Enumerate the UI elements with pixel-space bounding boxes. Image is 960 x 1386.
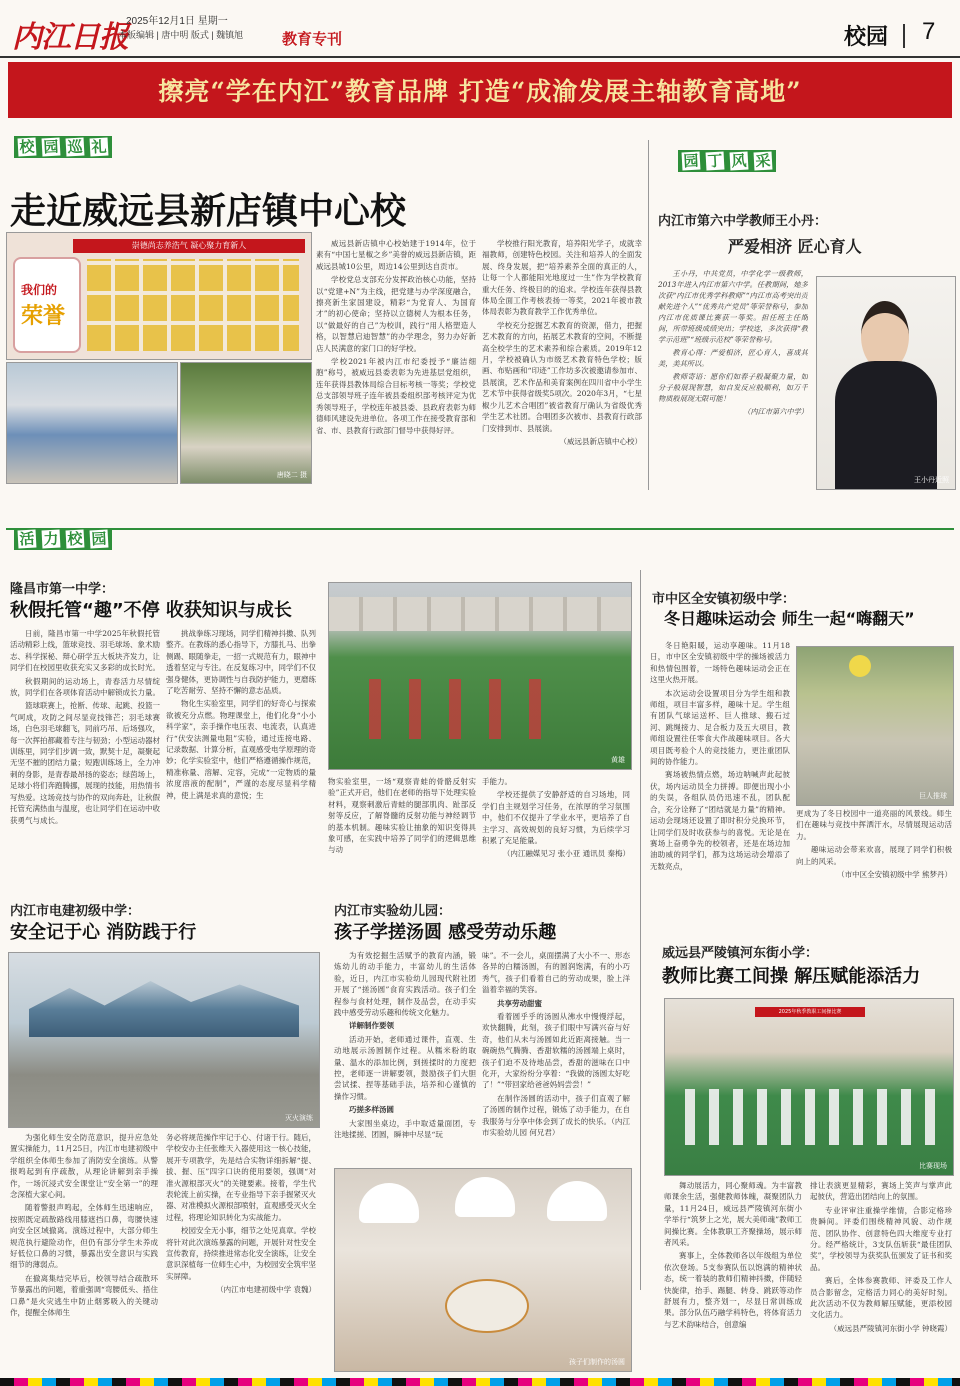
tag-char: 采 — [755, 151, 771, 171]
sports-meet-photo — [796, 646, 954, 806]
section-divider — [903, 24, 905, 48]
yanling-col2 — [810, 1180, 952, 1370]
child-hat-3 — [547, 1181, 607, 1221]
longchang-col2 — [166, 628, 316, 890]
gardener-bio — [658, 268, 808, 490]
paragraph: 物化生实验室里，同学们的好奇心与探索欲被充分点燃。物理课堂上，他们化身“小小科学家”，亲手操作电压表、电流表，认真进行“伏安法测量电阻”实验，通过连接电路、记录数据、计算分析，直观感受电学原理的奇妙；化学实验室中，他们严格遵循操作规范，精准称量、溶解、定容，完成“一定物质的量浓度溶液的配制”，严谨的态度尽显科学精神，使上满是求真的意悦；生 — [166, 699, 316, 800]
paragraph: 排让表演更显精彩，赛场上笑声与掌声此起彼伏，营造出团结向上的氛围。 — [810, 1181, 952, 1202]
photo-banner: 2025年秋季教职工间操比赛 — [755, 1007, 865, 1017]
yanling-kicker: 威远县严陵镇河东街小学： — [662, 946, 819, 961]
byline: （市中区全安镇初级中学 熊梦丹） — [837, 870, 952, 880]
honor-plaques-rows — [87, 259, 299, 351]
tag-char: 风 — [731, 151, 747, 171]
tangyuan-photo-caption: 孩子们制作的汤圆 — [569, 1358, 625, 1366]
subhead: 共享劳动甜蜜 — [497, 998, 542, 1008]
campus-tour-title: 走近威远县新店镇中心校 — [10, 191, 407, 232]
subhead: 详解制作要领 — [349, 1021, 394, 1031]
registration-marks — [0, 1378, 960, 1386]
teacher-portrait — [816, 276, 956, 490]
honor-board-sign: 荣誉 — [21, 304, 66, 329]
dianjian-col1 — [10, 1132, 158, 1336]
byline: （威远县严陵镇河东街小学 钟晓霞） — [829, 1323, 952, 1333]
special-label: 教育专刊 — [282, 30, 343, 48]
paragraph: 活动开始，老师通过课件，直观、生动地展示汤圆制作过程。从糯米粉的取量、温水的添加比例，到搓揉时的力度把控，老师逐一讲解要领，鼓励孩子们大胆尝试揉、捏等基础手法，培养和心谨慎的操作习惯。 — [334, 1034, 476, 1101]
section-name: 校园 — [844, 25, 889, 50]
paragraph: 挑战拳练习现场，同学们精神抖擞、队列整齐。在教练的悉心指导下，方膝扎马、出拳侧踢、眼随拳走，一招一式规范有力，眼神中透着坚定与专注。在反复练习中，同学们不仅强身健体，更协调性与自我防护能力，更磨练了吃苦耐劳、坚持不懈的意志品质。 — [166, 629, 316, 696]
paragraph: 篮球联赛上，抢断、传球、起跳、投篮一气呵成，攻防之间尽显竞技锋芒；羽毛球赛场，白色羽毛球翻飞，同前巧吊、后场强攻，每一次挥拍都藏着专注与韧劲；小型运动器材训练里，同学们步调一致，默契十足，凝聚起无坚不摧的团结力量；短跑训练场上，全力冲刺的身影，是青春最昂扬的姿态；绿茵场上，足球小将们奔跑腾挪，展现的技能，用热情书写热爱。这场竞技与协作的双向奔赴，让秋假托管充满热血与温度，也让同学们在运动中收获勇气与成长。 — [10, 701, 160, 825]
paragraph: 大家围坐桌边，手中取适量面团，专注地揉搓、团圆，瞬神中尽显“玩 — [334, 1118, 476, 1140]
zhongqu-col2 — [796, 808, 952, 918]
logo: 内江日报 — [12, 20, 128, 55]
fire-photo-caption: 灭火演练 — [285, 1114, 313, 1122]
campus-photo-caption: 唐晓二 摄 — [276, 471, 307, 479]
masthead — [0, 0, 960, 58]
section-tag-campus-tour — [14, 136, 112, 158]
gardener-title: 严爱相济 匠心育人 — [728, 237, 862, 256]
honor-slogan: 崇德尚志养浩气 凝心聚力育新人 — [73, 239, 305, 253]
longchang-col3 — [328, 776, 476, 892]
tag-char: 活 — [19, 529, 35, 549]
paragraph: 味”。不一会儿，桌面摆满了大小不一、形态各异的白糯汤圆，有的圆润饱满，有的小巧秀气，孩子们看着自己的劳动成果，脸上洋溢着幸福的笑容。 — [482, 951, 630, 995]
students-red — [369, 679, 569, 739]
gardener-kicker: 内江市第六中学教师王小丹： — [658, 214, 828, 229]
paragraph: 秋假期间的运动场上，青春活力尽情绽放，同学们在各项体育活动中解锁成长力量。 — [10, 676, 160, 698]
tag-char: 园 — [683, 151, 699, 171]
paragraph: 赛场被热情点燃，场边呐喊声此起彼伏，场内运动员全力拼搏。即便出现小小的失误，各组队员仍迅速不乱，团队配合，充分诠释了“团结就是力量”的精神。运动会现场还设置了即时积分兑换环节，让同学们及时收获参与的喜悦。无论是在赛场上奋勇争先的校领者，还是在场边加油助威的同学们，都为这场运动会增添了无数亮点， — [650, 770, 790, 871]
campus-tour-col1 — [316, 238, 476, 488]
exercise-contest-photo — [664, 998, 954, 1176]
zhongqu-title: 冬日趣味运动会 师生一起“嗨翻天” — [664, 609, 915, 628]
campus-photo-students — [6, 362, 178, 484]
tag-char: 校 — [19, 137, 35, 157]
campus-tour-col2 — [482, 238, 642, 488]
paragraph: 为强化师生安全防范意识，提升应急处置实操能力，11月25日，内江市电建初级中学组织全体师生参加了消防安全演练。从警报鸣起到有序疏散，从理论讲解到亲手操作，一场沉浸式安全课堂让“安全第一”的理念深植大家心间。 — [10, 1133, 158, 1200]
byline: （内江市电建初级中学 袁魏） — [216, 1285, 316, 1295]
masthead-date: 2025年12月1日 星期一 — [126, 16, 228, 27]
mural — [29, 967, 299, 1037]
zhongqu-kicker: 市中区全安镇初级中学： — [652, 592, 796, 607]
paragraph: 校园安全无小事，细节之处见真章。学校将针对此次演练暴露的问题，开展针对性安全宣传教育，持续推进常态化安全演练，让安全意识深植每一位师生心中，为校园安全筑牢坚实屏障。 — [166, 1226, 316, 1281]
rope-photo-caption: 黄雄 — [611, 756, 625, 764]
dianjian-col2 — [166, 1132, 316, 1336]
tag-char: 园 — [43, 137, 59, 157]
paragraph: 看着圆乎乎的汤圆从沸水中慢慢浮起，欢快翻腾，此刻，孩子们眼中写满兴奋与好奇，他们从未与汤圆如此近距离接触。当一碗碗热气腾腾、香甜软糯的汤圆端上桌时，孩子们迫不及待地品尝，香甜的滋味在口中化开，大家纷纷分享着：“我做的汤圆太好吃了！”“带回家给爸爸妈妈尝尝！” — [482, 1012, 630, 1090]
honor-board-label: 我们的 — [21, 283, 58, 297]
byline: （内江市第六中学） — [743, 407, 808, 416]
paragraph: 学校2021年被内江市纪委授予“廉洁细胞”称号，被威远县委表彰为先进基层党组织，连年获得县教体局综合目标考核一等奖；学校党总支部领导班子连年被县委组织部考核评定为优秀领导班子，学校连年被县委、县政府表彰为师德师风建设先进单位。各项工作在接受教育部和省、市、县教育行政部门督导中获得好评。 — [316, 357, 476, 435]
tag-char: 校 — [67, 529, 83, 549]
paragraph: 在制作汤圆的活动中，孩子们直观了解了汤圆的制作过程，锻炼了动手能力，在自我服务与分享中体会到了成长的快乐。（内江市实验幼儿园 何兄君） — [482, 1093, 630, 1138]
yanling-col1 — [664, 1180, 802, 1370]
masthead-editors: 本版编辑 | 唐中明 版式 | 魏镇旭 — [118, 30, 244, 40]
kindergarten-title: 孩子学搓汤圆 感受劳动乐趣 — [334, 922, 557, 943]
byline: （威远县新店镇中心校） — [559, 436, 642, 446]
paragraph: 更成为了冬日校园中一道亮丽的风景线。师生们在趣味与竞技中挥洒汗水，尽情展现运动活力。 — [796, 809, 952, 841]
tag-char: 丁 — [707, 151, 723, 171]
paragraph: 为有效挖掘生活赋予的教育内涵，锻炼幼儿的动手能力，丰富幼儿的生活体验，近日，内江市实验幼儿园现代附社团开展了“搓汤圆”食育实践活动。孩子们全程参与食材处理，制作及品尝，在动手实践中感受劳动乐趣和传统文化魅力。 — [334, 951, 476, 1018]
paragraph: 学校还提供了安静舒适的自习场地，同学们自主规划学习任务，在浓厚的学习氛围中，他们不仅提升了学业水平，更培养了自主学习、高效规划的良好习惯，为后续学习积累了充足能量。 — [482, 790, 630, 846]
paragraph: 赛事上，全体教师各以年级组为单位依次登场。5支参赛队伍以饱满的精神状态，统一着装的教师们精神抖擞，伴随轻快旋律，抬手、踢腿、转身、跳跃等动作舒展有力，整齐划一，尽显日常训练成果。部分队伍巧融学科特色，将体育活力与艺术韵味结合，创意编 — [664, 1251, 802, 1329]
paragraph: 学校充分挖掘艺术教育的资源，借力，把握艺术教育的方向，拓展艺术教育的空间，不断提高全校学生的艺术素养和综合素质。2019年12月，学校被确认为市级艺术教育特色学校；版画、布贴画和“印迹”工作坊多次被邀请参加市、县展演，艺术作品和美育案例在四川省中小学生艺术节中获得省级奖5项次。2020年3月，“七星椒少儿艺术合唱团”被省教育厅确认为省级优秀学生艺术社团。合唱团多次被市、县教育行政部门安排到市、县展演。 — [482, 320, 642, 433]
section-tag-gardener — [678, 150, 776, 172]
paragraph: 专业评审注重操学维情，合影定格珍贵瞬间。评委们围绕精神风貌、动作规范、团队协作、创意特色四大维度专业打分。经严格统计，3支队伍斩获“最佳团队奖”，学校领导为获奖队伍颁发了证书和奖品。 — [810, 1205, 952, 1272]
byline: （内江融媒见习 张小亚 通讯员 秦梅） — [502, 849, 630, 859]
tag-char: 礼 — [91, 137, 107, 157]
buildings — [329, 597, 631, 631]
paragraph: 在撤离集结完毕后，校领导结合疏散环节暴露出的问题，着重强调“弯腰低头、捂住口鼻”是火灾逃生中防止烟雾吸入的关键动作，提醒全体师生 — [10, 1273, 158, 1318]
portrait-body — [835, 361, 937, 489]
paragraph: 物实验室里，一场“观察青蛙的骨骼反射实验”正式开启，他们在老师的指导下处理实验材料，观察刺激后青蛙的腿部肌肉、趾部反射等反应，了解脊髓的反射功能与神经调节的基本机制。趣味实验让抽象的知识变得具象可感，在实践中培养了同学们的逻辑思维与动 — [328, 777, 476, 855]
paragraph: 随着警报声鸣起，全体师生迅速响应，按照既定疏散路线用膝遮挡口鼻，弯腰快速向安全区域撤离。演练过程中，大部分师生规范执行避险动作，但仍有部分学生未养成好低位口鼻的习惯，暴露出安全意识与实践细节的薄弱点。 — [10, 1203, 158, 1270]
kindergarten-col1 — [334, 950, 476, 1162]
banner-headline: 擦亮“学在内江”教育品牌 打造“成渝发展主轴教育高地” — [158, 77, 802, 106]
column-rule — [640, 570, 641, 1290]
dianjian-title: 安全记于心 消防践于行 — [10, 922, 197, 943]
exercise-photo-caption: 比赛现场 — [919, 1162, 947, 1170]
rope-skipping-photo — [328, 582, 632, 770]
child-hat-1 — [359, 1183, 419, 1223]
tag-char: 力 — [43, 529, 59, 549]
tag-char: 园 — [91, 529, 107, 549]
column-rule — [648, 140, 649, 490]
honor-board-photo — [6, 232, 312, 360]
zhongqu-col1 — [650, 640, 790, 920]
banner — [8, 62, 952, 118]
yellow-balloon — [849, 655, 871, 677]
kindergarten-col2 — [482, 950, 630, 1162]
paragraph: 冬日艳阳暖，运动享趣味。11月18日，市中区全安镇初级中学的操场被活力和热情包围着，一场特色趣味运动会正在这里火热开展。 — [650, 641, 790, 685]
teachers-row — [685, 1089, 935, 1145]
fire-drill-photo — [8, 952, 320, 1128]
paragraph: 教育心得：严爱相济，匠心育人，喜成其美，美其所以。 — [658, 348, 808, 368]
paragraph: 手能力。 — [482, 777, 512, 786]
paragraph: 日前，隆昌市第一中学2025年秋假托管活动精彩上线，篮球竞技、羽毛球场、象术励志、科学探秘、辩心研学五大板块齐发力，让同学们在校园里收获充实又多彩的成长时光。 — [10, 629, 160, 673]
paragraph: 王小丹，中共党员，中学化学一级教师，2013年进入内江市第六中学。任教期间，她多次获“内江市优秀学科教师”“内江市高考突出贡献先进个人”“优秀共产党员”等荣誉称号，参加内江市优质课比赛获一等奖。担任班主任期间，所带班级成绩突出；学校连，多次获得“教学示范班”“班级示范校”等荣誉称号。 — [658, 269, 808, 344]
longchang-title: 秋假托管“趣”不停 收获知识与成长 — [10, 600, 292, 621]
subhead: 巧搓多样汤圆 — [349, 1105, 394, 1115]
portrait-caption: 王小丹近照 — [914, 476, 949, 484]
campus-photo-garden — [180, 362, 312, 484]
longchang-col4 — [482, 776, 630, 892]
paragraph: 本次运动会设置项目分为学生组和教师组，项目丰富多样，趣味十足。学生组有团队气球运送杯、巨人推球、搬石过河、跳绳接力、足合板力及五大项目，教师组设置往任零食大作战趣味项目。各大项目既考验个人的竞技能力，更注重团队间的协作能力。 — [650, 688, 790, 767]
yanling-title: 教师比赛工间操 解压赋能添活力 — [662, 966, 921, 987]
longchang-kicker: 隆昌市第一中学： — [10, 582, 115, 597]
dianjian-kicker: 内江市电建初级中学： — [10, 904, 141, 919]
paragraph: 赛后，全体参赛教师、评委及工作人员合影留念，定格活力同心的美好时刻。此次活动不仅为教师解压赋能，更添校园文化活力。 — [810, 1276, 952, 1320]
child-hat-2 — [455, 1177, 515, 1217]
paragraph: 趣味运动会带来欢喜，展现了同学们积极向上的风采。 — [796, 845, 952, 866]
paragraph: 威远县新店镇中心校始建于1914年，位于素有“中国七星椒之乡”美誉的威远县新店镇，距威远县城10公里，周边14公里到达自贡市。 — [316, 239, 476, 271]
sports-photo-caption: 巨人推球 — [919, 792, 947, 800]
paragraph: 务必将规范操作牢记于心、付诸于行。随后，学校安办主任张维天入器使用这一核心技能，展开专项教学，先是结合实物详细拆解“提、拔、握、压”四字口诀的使用要领，强调“对准火源根部灭火”的关键要素。接着，学生代表轮流上前实操，在专业指导下亲手握紧灭火器、对准模拟火源根部喷射，直观感受灭火全过程，将理论知识转化为实战能力。 — [166, 1133, 316, 1222]
paragraph: 学校党总支部充分发挥政治核心功能，坚持以“党建+N”为主线，把党建与办学深度融合，擦亮新生家国建设，精彩“为党育人、为国育才”的初心使命；坚持以立德树人为根本任务，以“做最好的自己”为校训，践行“用人格塑造人格，以智慧启迪智慧”的办学理念，努力办好新店人民满意的家门口的好学校。 — [316, 275, 476, 353]
kindergarten-kicker: 内江市实验幼儿园： — [334, 904, 452, 919]
paragraph: 教师寄语：愿你们如春子般凝聚力量，如分子般展现智慧，如自发反应般顺利，如万千物质般展现无限可能！ — [658, 372, 808, 403]
page-number: 7 — [922, 18, 936, 45]
section-line — [6, 528, 954, 530]
section-tag-lively — [14, 528, 112, 550]
tag-char: 巡 — [67, 137, 83, 157]
paragraph: 学校推行阳光教育，培养阳光学子，成就幸福教师，创建特色校园。关注和培养人的全面发展、终身发展，把“培养素养全面的真正的人，让每一个人都能阳光地度过一生”作为学校教育重大任务、终极目的的追求。学校连年获得县教体局全面工作考核表扬一等奖，2021年被市教体局表彰为教育教学工作优秀单位。 — [482, 239, 642, 317]
paragraph: 舞动展活力，同心聚师魂。为丰富教师课余生活，强健教师体魄，凝聚团队力量，11月24日，威远县严陵镇河东街小学举行“筑梦上之光，展大美师魂”教师工间操比赛。全体教职工齐聚操场，展示师者风采。 — [664, 1181, 802, 1248]
longchang-col1 — [10, 628, 160, 890]
tangyuan-photo — [334, 1168, 632, 1372]
tangyuan-plate — [445, 1279, 529, 1333]
